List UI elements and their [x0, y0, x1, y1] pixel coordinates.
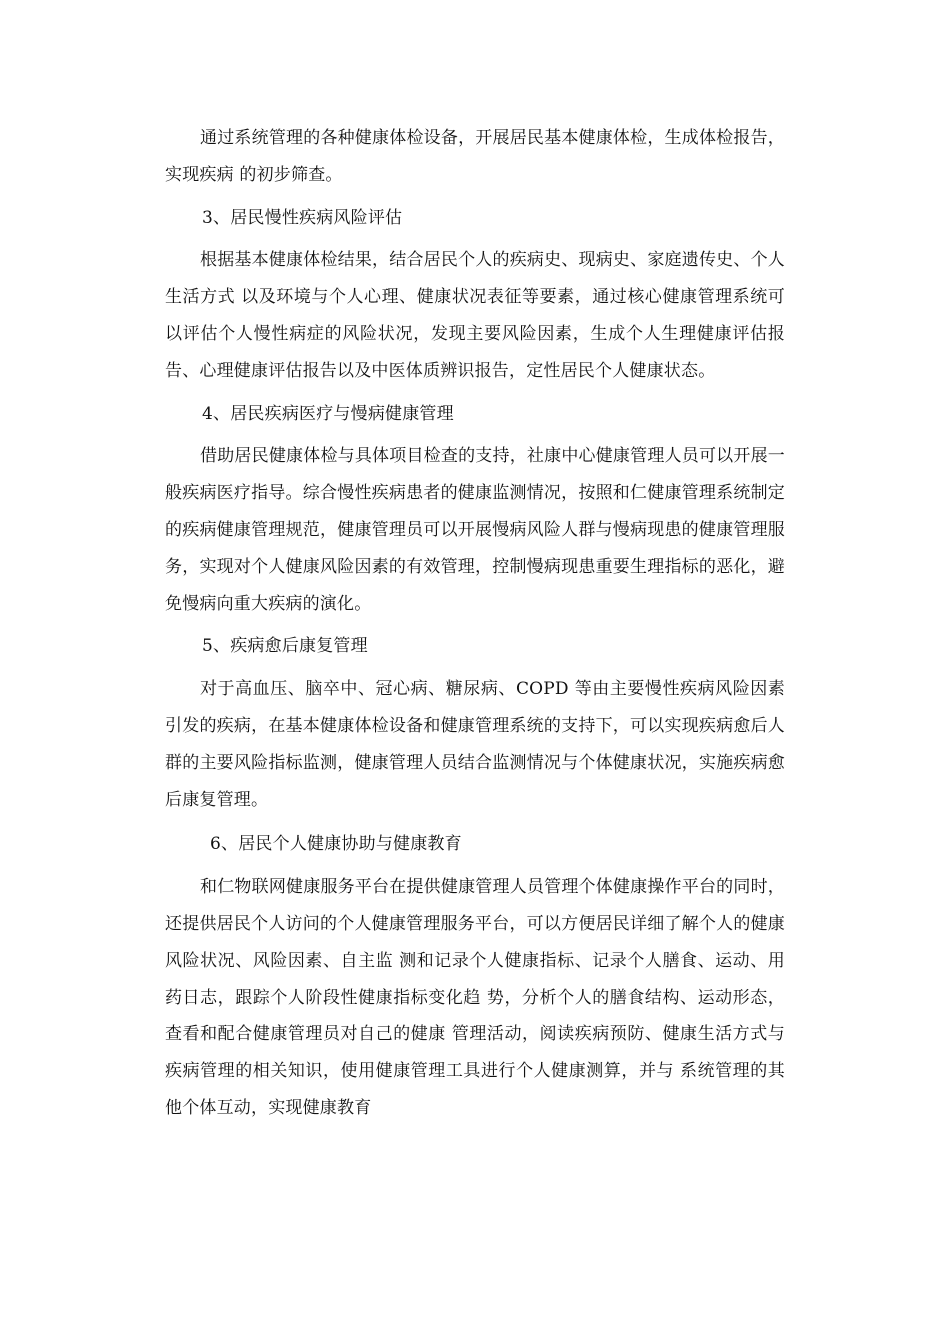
paragraph-rehabilitation: 对于高血压、脑卒中、冠心病、糖尿病、COPD 等由主要慢性疾病风险因素引发的疾病，在基本健康体检设备和健康管理系统的支持下，可以实现疾病愈后人群的主要风险指标监测，健康管理人员结合监测情况与个体健康状况，实施疾病愈后康复管理。 — [165, 679, 785, 810]
heading-rehabilitation: 5、疾病愈后康复管理 — [202, 636, 368, 657]
paragraph-health-checkup: 通过系统管理的各种健康体检设备，开展居民基本健康体检，生成体检报告，实现疾病 的初步筛查。 — [165, 128, 785, 185]
heading-chronic-risk-assessment: 3、居民慢性疾病风险评估 — [202, 207, 403, 228]
paragraph-disease-treatment: 借助居民健康体检与具体项目检查的支持，社康中心健康管理人员可以开展一般疾病医疗指导。综合慢性疾病患者的健康监测情况，按照和仁健康管理系统制定的疾病健康管理规范，健康管理员可以开展慢病风险人群与慢病现患的健康管理服务，实现对个人健康风险因素的有效管理，控制慢病现患重要生理指标的恶化，避免慢病向重大疾病的演化。 — [165, 446, 785, 614]
heading-disease-treatment: 4、居民疾病医疗与慢病健康管理 — [202, 403, 454, 424]
document-body — [165, 120, 785, 1127]
heading-health-education: 6、居民个人健康协助与健康教育 — [210, 834, 462, 855]
paragraph-health-education: 和仁物联网健康服务平台在提供健康管理人员管理个体健康操作平台的同时，还提供居民个人访问的个人健康管理服务平台，可以方便居民详细了解个人的健康风险状况、风险因素、自主监 测和记录个人健康指标、记录个人膳食、运动、用药日志，跟踪个人阶段性健康指标变化趋 势，分析个人的膳食结构、运动形态，查看和配合健康管理员对自己的健康 管理活动，阅读疾病预防、健康生活方式与疾病管理的相关知识，使用健康管理工具进行个人健康测算，并与 系统管理的其他个体互动，实现健康教育 — [165, 877, 785, 1118]
paragraph-risk-assessment: 根据基本健康体检结果，结合居民个人的疾病史、现病史、家庭遗传史、个人生活方式 以及环境与个人心理、健康状况表征等要素，通过核心健康管理系统可以评估个人慢性病症的风险状况，发现主要风险因素，生成个人生理健康评估报告、心理健康评估报告以及中医体质辨识报告，定性居民个人健康状态。 — [165, 250, 785, 381]
